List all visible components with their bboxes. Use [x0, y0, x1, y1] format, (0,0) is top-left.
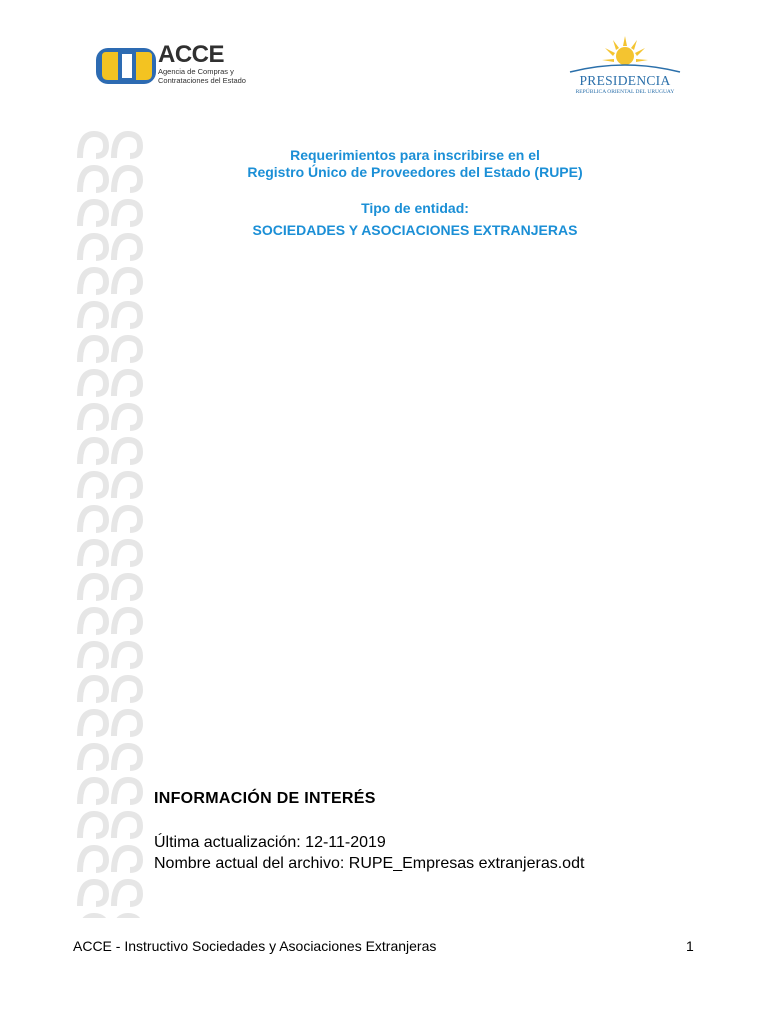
acce-wordmark: ACCE: [158, 41, 225, 68]
decorative-side-pattern: [76, 128, 144, 918]
document-title-line-2: Registro Único de Proveedores del Estado (RUPE): [247, 164, 583, 180]
acce-logo: [96, 42, 246, 90]
document-title-line-1: Requerimientos para inscribirse en el: [290, 147, 540, 163]
sun-icon: [562, 34, 688, 74]
presidencia-subtitle: REPÚBLICA ORIENTAL DEL URUGUAY: [575, 89, 675, 95]
acce-tagline: Agencia de Compras y Contrataciones del Estado: [158, 67, 246, 85]
entity-type-value: SOCIEDADES Y ASOCIACIONES EXTRANJERAS: [252, 222, 578, 238]
presidencia-logo: [562, 34, 688, 104]
presidencia-title: PRESIDENCIA: [579, 73, 671, 88]
info-heading: INFORMACIÓN DE INTERÉS: [154, 790, 376, 807]
file-name-text: Nombre actual del archivo: RUPE_Empresas extranjeras.odt: [154, 855, 585, 872]
entity-type-label: Tipo de entidad:: [361, 200, 469, 216]
footer-text: ACCE - Instructivo Sociedades y Asociaciones Extranjeras: [73, 938, 437, 954]
acce-mark-icon: [96, 46, 156, 86]
page-number: 1: [686, 938, 694, 954]
last-update-text: Última actualización: 12-11-2019: [154, 834, 386, 851]
